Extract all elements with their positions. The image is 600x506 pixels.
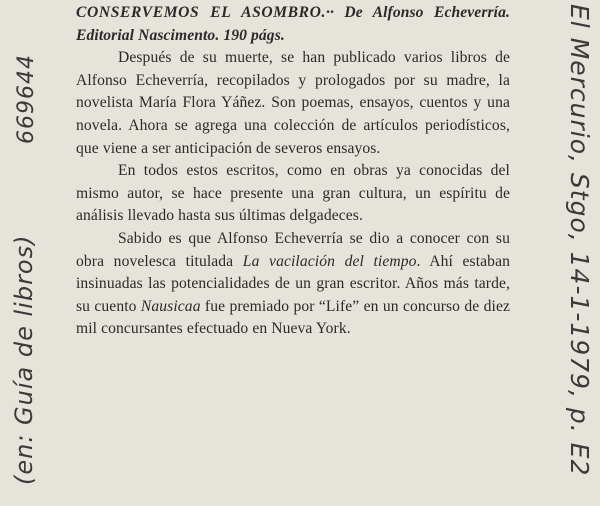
handwritten-citation: El Mercurio, Stgo, 14-1-1979, p. E2 (565, 4, 594, 477)
story-title: Nausicaa (140, 297, 201, 315)
paragraph-text: Sabido es que Alfonso Echeverría se dio a conocer con su obra novelesca titulada (76, 229, 510, 270)
paragraph-text: fue premiado por “Life” en un concurso de diez mil concursantes efectuado en Nueva York. (76, 297, 511, 338)
book-details: ·· De Alfonso Echeverría. Editorial Nascimento. 190 págs. (76, 4, 510, 44)
handwritten-source-note: (en: Guía de libros) (10, 234, 38, 485)
article-heading (76, 2, 510, 47)
article (76, 2, 510, 341)
article-paragraph: Después de su muerte, se han publicado varios libros de Alfonso Echeverría, recopilados y prologados por su madre, la novelista María Flora Yáñez. Son poemas, ensayos, cuentos y una novela. Ahora se agrega una colección de artículos periodísticos, que viene a ser anticipación de severos ensayos. (76, 49, 510, 157)
article-paragraph: En todos estos escritos, como en obras ya conocidas del mismo autor, se hace presente una gran cultura, un espíritu de análisis llevado hasta sus últimas delgadeces. (76, 162, 510, 225)
article-paragraph (76, 228, 510, 341)
book-title: CONSERVEMOS EL ASOMBRO. (76, 4, 327, 21)
paragraph-text: . Ahí estaban insinuadas las potencialidades de un gran escritor. Años más tarde, su cuento (76, 252, 510, 315)
handwritten-catalog-number: 669644 (14, 54, 39, 144)
novel-title: La vacilación del tiempo (242, 252, 417, 270)
